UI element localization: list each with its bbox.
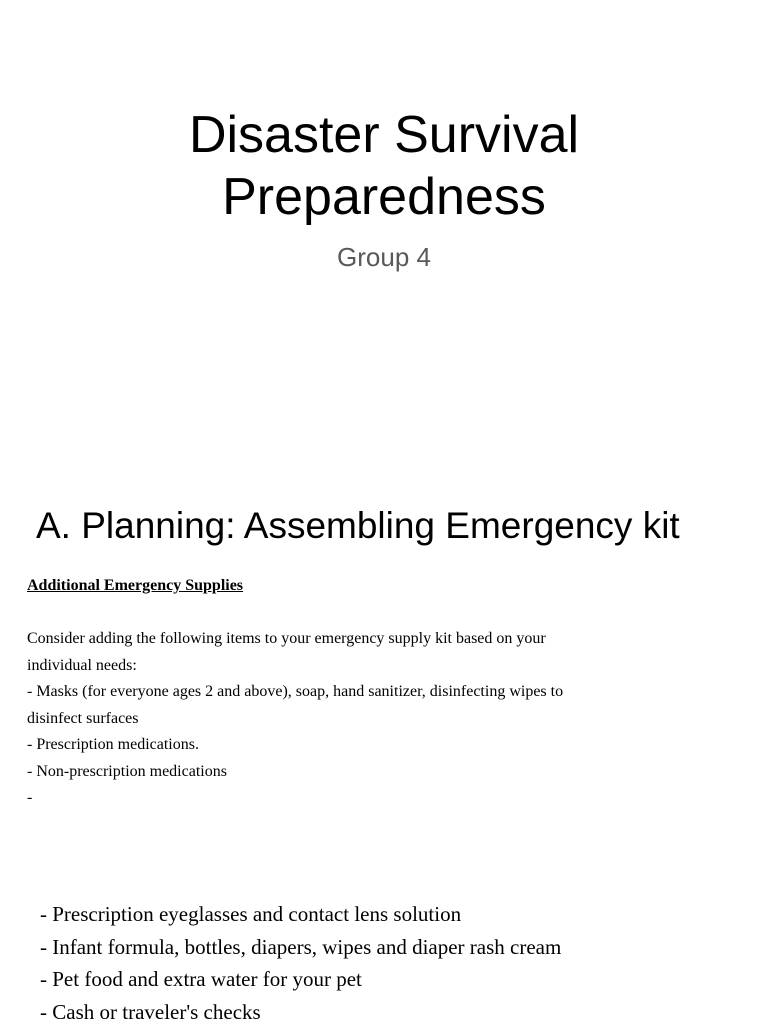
list-item: - Infant formula, bottles, diapers, wipes and diaper rash cream [40,931,740,964]
slide-title-line-1: Disaster Survival [0,104,768,166]
supply-item-masks-line-1: - Masks (for everyone ages 2 and above), soap, hand sanitizer, disinfecting wipes to [27,679,727,706]
section-heading: A. Planning: Assembling Emergency kit [36,503,680,549]
supply-item-prescription: - Prescription medications. [27,732,727,759]
slide-title [0,104,768,228]
supply-item-blank: - [27,785,727,812]
supply-item-non-prescription: - Non-prescription medications [27,759,727,786]
list-item: - Pet food and extra water for your pet [40,963,740,996]
intro-line-1: Consider adding the following items to your emergency supply kit based on your [27,626,727,653]
slide-title-line-2: Preparedness [0,166,768,228]
supplies-body [27,626,727,812]
extra-supplies-list [40,898,740,1028]
list-item: - Cash or traveler's checks [40,996,740,1028]
supply-item-masks-line-2: disinfect surfaces [27,706,727,733]
slide-subtitle: Group 4 [0,240,768,274]
list-item: - Prescription eyeglasses and contact lens solution [40,898,740,931]
supplies-heading: Additional Emergency Supplies [27,575,243,597]
intro-line-2: individual needs: [27,653,727,680]
